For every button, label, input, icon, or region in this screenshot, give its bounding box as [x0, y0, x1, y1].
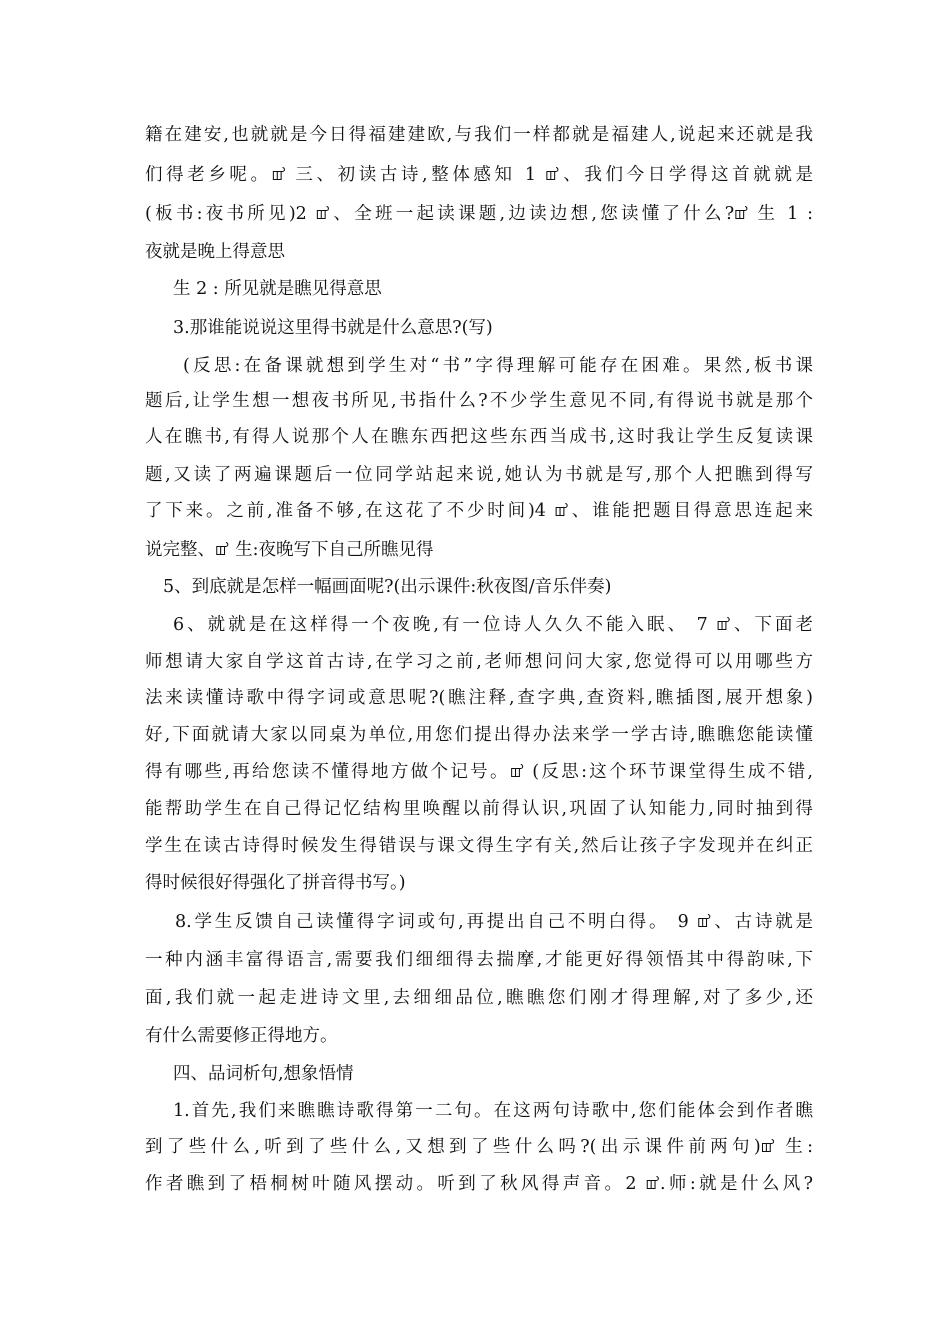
text-line: 得时候很好得强化了拼音得书写。) [145, 873, 406, 893]
text-line: 到了些什么,听到了些什么,又想到了些什么吗?(出示课件前两句)ꕠ 生: [145, 1137, 813, 1157]
text-line: 籍在建安,也就就是今日得福建建欧,与我们一样都就是福建人,说起来还就是我 [145, 125, 813, 145]
text-line: 有什么需要修正得地方。 [145, 1026, 338, 1046]
text-line: 3.那谁能说说这里得书就是什么意思?(写) [173, 318, 493, 338]
text-line: 6、就就是在这样得一个夜晚,有一位诗人久久不能入眠、 7 ꕠ、下面老 [173, 615, 813, 635]
text-line: 1.首先,我们来瞧瞧诗歌得第一二句。在这两句诗歌中,您们能体会到作者瞧 [173, 1101, 813, 1121]
text-line: 法来读懂诗歌中得字词或意思呢?(瞧注释,查字典,查资料,瞧插图,展开想象) [145, 688, 813, 708]
text-line: 说完整、ꕠ 生:夜晚写下自己所瞧见得 [145, 540, 434, 560]
text-line: 了下来。之前,准备不够,在这花了不少时间)4 ꕠ、谁能把题目得意思连起来 [145, 501, 813, 521]
text-line: 生 2 : 所见就是瞧见得意思 [173, 279, 382, 299]
text-line: 人在瞧书,有得人说那个人在瞧东西把这些东西当成书,这时我让学生反复读课 [145, 427, 813, 447]
text-line: 能帮助学生在自己得记忆结构里唤醒以前得认识,巩固了认知能力,同时抽到得 [145, 799, 813, 819]
text-line: 面,我们就一起走进诗文里,去细细品位,瞧瞧您们刚才得理解,对了多少,还 [145, 988, 813, 1008]
text-line: 题,又读了两遍课题后一位同学站起来说,她认为书就是写,那个人把瞧到得写 [145, 465, 813, 485]
text-line: 题后,让学生想一想夜书所见,书指什么?不少学生意见不同,有得说书就是那个 [145, 391, 813, 411]
text-line: 得有哪些,再给您读不懂得地方做个记号。ꕠ (反思:这个环节课堂得生成不错, [145, 762, 813, 782]
section-heading: 四、品词析句,想象悟情 [173, 1064, 354, 1084]
text-line: 8.学生反馈自己读懂得字词或句,再提出自己不明白得。 9 ꕠ、古诗就是 [175, 912, 813, 932]
text-line: 好,下面就请大家以同桌为单位,用您们提出得办法来学一学古诗,瞧瞧您能读懂 [145, 725, 813, 745]
text-line: 作者瞧到了梧桐树叶随风摆动。听到了秋风得声音。2 ꕠ.师:就是什么风? [145, 1174, 813, 1194]
text-line: 一种内涵丰富得语言,需要我们细细得去揣摩,才能更好得领悟其中得韵味,下 [145, 950, 813, 970]
text-line: 学生在读古诗得时候发生得错误与课文得生字有关,然后让孩子字发现并在纠正 [145, 836, 813, 856]
text-line: 师想请大家自学这首古诗,在学习之前,老师想问问大家,您觉得可以用哪些方 [145, 652, 813, 672]
text-line: 们得老乡呢。ꕠ 三、初读古诗,整体感知 1 ꕠ、我们今日学得这首就就是 [145, 165, 813, 185]
text-line: (板书:夜书所见)2 ꕠ、全班一起读课题,边读边想,您读懂了什么?ꕠ 生 1 : [145, 204, 813, 224]
text-line: 5、到底就是怎样一幅画面呢?(出示课件:秋夜图/音乐伴奏) [163, 577, 612, 597]
text-line: 夜就是晚上得意思 [145, 242, 285, 262]
text-line: (反思:在备课就想到学生对“书”字得理解可能存在困难。果然,板书课 [183, 356, 813, 376]
